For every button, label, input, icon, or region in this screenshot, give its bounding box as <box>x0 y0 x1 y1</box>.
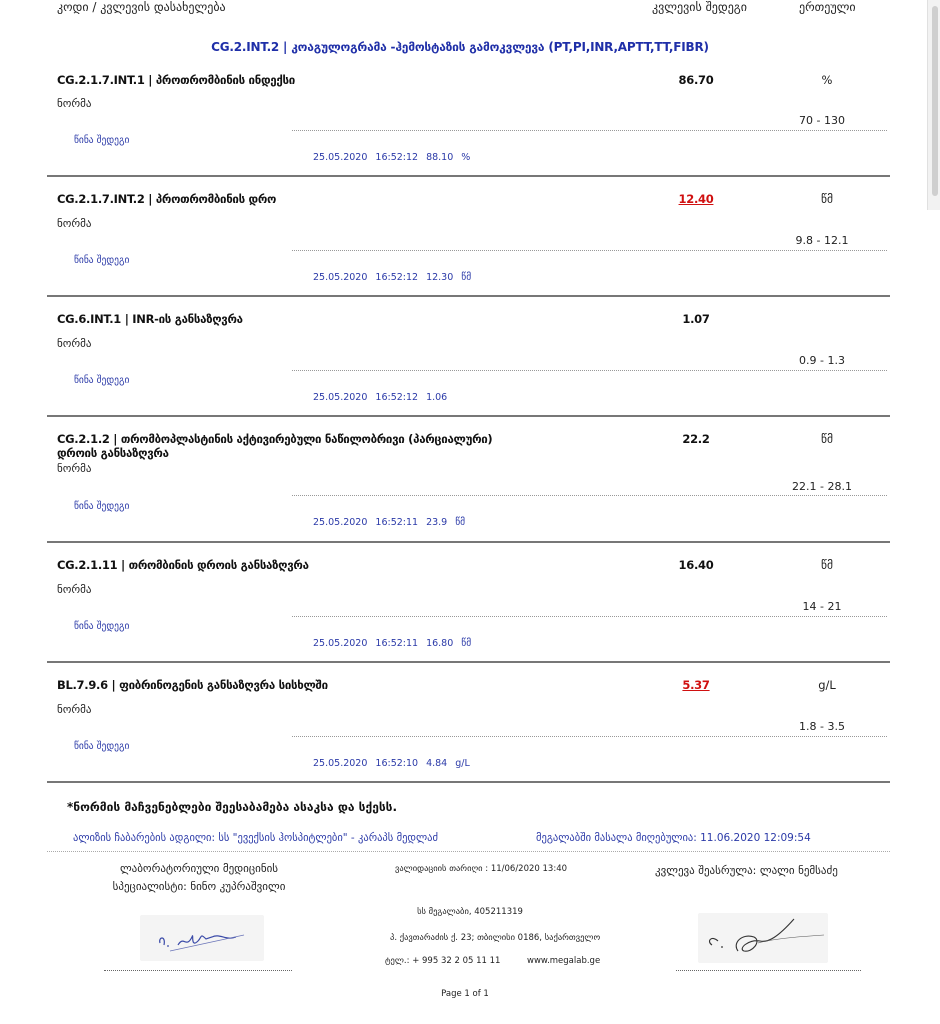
signature-mark <box>140 915 264 961</box>
previous-value: 1.06 <box>426 392 448 403</box>
norm-label: ნორმა <box>57 217 92 230</box>
test-row <box>47 417 890 543</box>
signature-line <box>676 970 861 971</box>
company-address: პ. ქავთარაძის ქ. 23; თბილისი 0186, საქართველო <box>390 933 601 943</box>
performed-by: კვლევა შეასრულა: ლალი ნემსაძე <box>655 864 838 877</box>
dotted-divider <box>292 370 887 371</box>
dotted-divider <box>292 616 887 617</box>
test-name: CG.6.INT.1 | INR-ის განსაზღვრა <box>57 312 243 326</box>
test-name: CG.2.1.11 | თრომბინის დროის განსაზღვრა <box>57 558 309 572</box>
previous-result-label: წინა შედეგი <box>74 255 130 266</box>
norm-label: ნორმა <box>57 337 92 350</box>
validation-date: ვალიდაციის თარიღი : 11/06/2020 13:40 <box>395 864 568 874</box>
test-value-abnormal: 12.40 <box>678 192 714 206</box>
lab-specialist-name: სპეციალისტი: ნინო კუპრაშვილი <box>112 880 286 893</box>
test-name: CG.2.1.2 | თრომბოპლასტინის აქტივირებული ნაწილობრივი (პარციალური) დროის განსაზღვრა <box>57 432 493 460</box>
previous-unit: წმ <box>455 517 466 528</box>
dotted-divider <box>292 736 887 737</box>
test-name: CG.2.1.7.INT.2 | პროთრომბინის დრო <box>57 192 277 206</box>
previous-value: 88.10 <box>426 152 454 163</box>
test-unit: % <box>821 73 833 87</box>
previous-result <box>313 392 463 403</box>
column-header-result: კვლევის შედეგი <box>652 0 747 14</box>
previous-value: 23.9 <box>426 517 448 528</box>
test-row <box>47 64 890 177</box>
previous-time: 16:52:10 <box>375 758 419 769</box>
previous-unit: % <box>461 152 471 163</box>
test-value-abnormal: 5.37 <box>682 678 710 692</box>
norm-label: ნორმა <box>57 462 92 475</box>
sample-received: მეგალაბში მასალა მიღებულია: 11.06.2020 12:09:54 <box>536 832 811 844</box>
previous-date: 25.05.2020 <box>313 638 368 649</box>
previous-unit: წმ <box>461 272 472 283</box>
previous-result-label: წინა შედეგი <box>74 621 130 632</box>
test-value: 1.07 <box>682 312 710 326</box>
previous-unit: წმ <box>461 638 472 649</box>
test-value: 86.70 <box>678 73 714 87</box>
norm-range: 0.9 - 1.3 <box>799 354 845 367</box>
section-title: CG.2.INT.2 | კოაგულოგრამა -ჰემოსტაზის გამოკვლევა (PT,PI,INR,APTT,TT,FIBR) <box>211 40 709 54</box>
company-phone: ტელ.: + 995 32 2 05 11 11 <box>385 956 501 966</box>
dotted-divider <box>292 495 887 496</box>
previous-result-label: წინა შედეგი <box>74 741 130 752</box>
previous-date: 25.05.2020 <box>313 392 368 403</box>
previous-time: 16:52:12 <box>375 272 419 283</box>
previous-result <box>313 152 478 163</box>
column-header-code-name: კოდი / კვლევის დასახელება <box>57 0 226 14</box>
previous-result-label: წინა შედეგი <box>74 501 130 512</box>
test-value: 16.40 <box>678 558 714 572</box>
previous-date: 25.05.2020 <box>313 758 368 769</box>
previous-result-label: წინა შედეგი <box>74 135 130 146</box>
previous-time: 16:52:12 <box>375 152 419 163</box>
company-website[interactable]: www.megalab.ge <box>527 956 601 966</box>
norm-label: ნორმა <box>57 583 92 596</box>
test-row <box>47 297 890 417</box>
previous-date: 25.05.2020 <box>313 517 368 528</box>
test-row <box>47 177 890 297</box>
previous-result-label: წინა შედეგი <box>74 375 130 386</box>
norm-range: 14 - 21 <box>802 600 842 613</box>
previous-result <box>313 272 479 283</box>
performer-signature <box>698 913 828 963</box>
previous-time: 16:52:11 <box>375 517 419 528</box>
norm-label: ნორმა <box>57 97 92 110</box>
test-name: CG.2.1.7.INT.1 | პროთრომბინის ინდექსი <box>57 73 295 87</box>
norm-range: 1.8 - 3.5 <box>799 720 845 733</box>
norm-range: 70 - 130 <box>799 114 845 127</box>
norm-range: 9.8 - 12.1 <box>795 234 849 247</box>
specialist-signature <box>140 915 264 961</box>
test-unit: წმ <box>821 432 833 446</box>
previous-value: 12.30 <box>426 272 454 283</box>
norm-range: 22.1 - 28.1 <box>792 480 852 493</box>
scrollbar-thumb[interactable] <box>932 6 938 196</box>
page-number: Page 1 of 1 <box>441 989 489 999</box>
previous-value: 16.80 <box>426 638 454 649</box>
sample-location: ალიზის ჩაბარების ადგილი: სს "ევექსის ჰოსპიტლები" - კარაპს მედლაძ <box>73 832 438 844</box>
previous-unit: g/L <box>455 758 470 769</box>
previous-result <box>313 758 478 769</box>
previous-date: 25.05.2020 <box>313 152 368 163</box>
footer-divider <box>47 851 890 852</box>
scrollbar[interactable] <box>927 0 940 210</box>
previous-value: 4.84 <box>426 758 448 769</box>
dotted-divider <box>292 250 887 251</box>
lab-specialist-title: ლაბორატორიული მედიცინის <box>119 862 279 875</box>
test-row <box>47 663 890 783</box>
company-info: სს მეგალაბი, 405211319 <box>417 907 523 917</box>
test-unit: g/L <box>818 678 836 692</box>
previous-result <box>313 517 473 528</box>
norm-note: *ნორმის მაჩვენებლები შეესაბამება ასაკსა და სქესს. <box>67 800 398 814</box>
signature-mark <box>698 913 828 963</box>
test-unit: წმ <box>821 192 833 206</box>
signature-line <box>104 970 292 971</box>
dotted-divider <box>292 130 887 131</box>
test-unit: წმ <box>821 558 833 572</box>
previous-time: 16:52:12 <box>375 392 419 403</box>
test-name: BL.7.9.6 | ფიბრინოგენის განსაზღვრა სისხლში <box>57 678 328 692</box>
column-header-unit: ერთეული <box>799 0 856 14</box>
norm-label: ნორმა <box>57 703 92 716</box>
test-value: 22.2 <box>682 432 710 446</box>
previous-date: 25.05.2020 <box>313 272 368 283</box>
previous-result <box>313 638 479 649</box>
previous-time: 16:52:11 <box>375 638 419 649</box>
test-row <box>47 543 890 663</box>
